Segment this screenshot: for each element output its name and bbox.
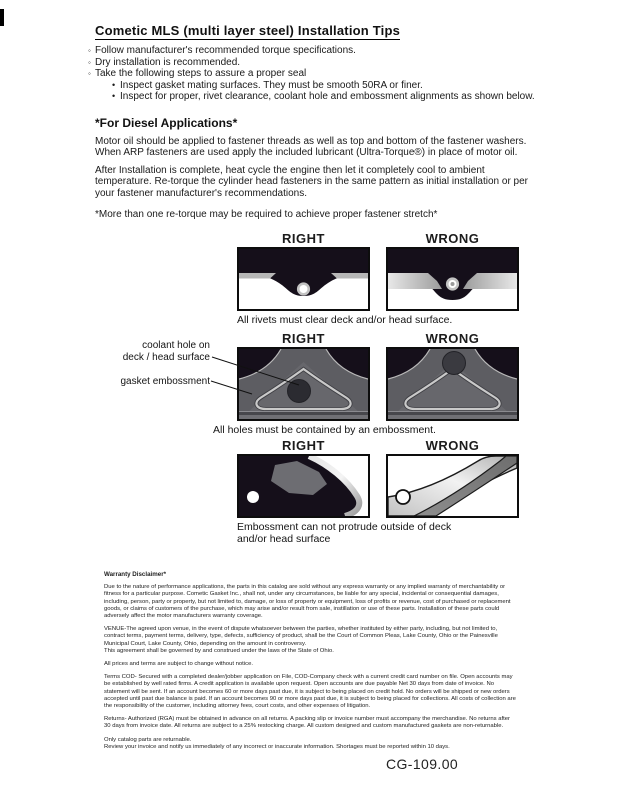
right-label: RIGHT <box>282 438 325 453</box>
dot-bullet-icon: • <box>112 79 116 90</box>
diesel-paragraph: After Installation is complete, heat cycle the engine then let it completely cool to ambient temperature. Re-torque the cylinder head fasteners in the same pattern as initial installation or per your fastener manufacturer's recommendations. <box>95 164 529 199</box>
right-label: RIGHT <box>282 231 325 246</box>
diagram-labels <box>237 438 519 453</box>
diagram-caption: All rivets must clear deck and/or head surface. <box>237 314 453 326</box>
callout-labels <box>60 340 210 388</box>
wrong-label: WRONG <box>425 231 480 246</box>
rivet-right-diagram <box>237 247 370 311</box>
list-item <box>88 68 540 80</box>
list-item <box>88 45 540 57</box>
legal-paragraph: Due to the nature of performance applications, the parts in this catalog are sold without any express warranty or any implied warranty of merchantability or fitness for a particular purpose. Cometic Gasket Inc., shall not, under any circumstances, be liable for any special, incidental or consequential damages, including, person, party or property, but not limited to, damage, or loss of property or equipment, loss of profits or revenue, cost of purchased or replacement goods, or claims of customers of the purchase, which may arise and/or result from sale, instillation or use of these parts. Installation of these parts could adversely affect the motor manufacturers warranty coverage. <box>104 584 511 620</box>
diagram-row-protrusion <box>237 438 519 545</box>
wrong-label: WRONG <box>425 331 480 346</box>
diagram-boxes <box>237 347 519 421</box>
caption-line: and/or head surface <box>237 533 331 545</box>
legal-paragraph: Only catalog parts are returnable. <box>104 736 192 743</box>
legal-paragraph: All prices and terms are subject to change without notice. <box>104 661 253 668</box>
diagram-caption: All holes must be contained by an embossment. <box>213 424 436 436</box>
diagram-row-holes <box>213 331 519 436</box>
legal-paragraph: Terms COD- Secured with a completed dealer/jobber application on File, COD-Company check with a current credit card number on file. Open accounts may be established by well rated firms. A credit application is available upon request. Open accounts are due payable Net 30 days from date of invoice. No statement will be sent. If an account becomes 60 or more days past due, it is subject to being placed on credit hold. No orders will be shipped or new orders accepted until past due balance is paid. If an account becomes 90 or more days past due, it is subject to being placed for collections. All costs of collection are the responsibility of the customer, including attorney fees, court costs, and other expenses of litigation. <box>104 674 516 710</box>
diagram-caption <box>237 521 519 545</box>
page-title: Cometic MLS (multi layer steel) Installation Tips <box>95 23 401 38</box>
dot-bullet-icon: • <box>112 91 116 101</box>
circle-bullet-icon: ◦ <box>88 69 91 78</box>
diagram-row-rivets <box>237 231 519 326</box>
diagram-labels <box>237 331 519 346</box>
tip-text: Take the following steps to assure a proper seal <box>95 68 307 79</box>
list-item <box>88 80 540 92</box>
wrong-label: WRONG <box>425 438 480 453</box>
coolant-hole-label: deck / head surface <box>122 351 210 363</box>
list-item <box>88 57 540 69</box>
tip-text: Follow manufacturer's recommended torque specifications. <box>95 45 356 56</box>
page-number: CG-109.00 <box>386 756 459 772</box>
main-content <box>88 22 540 221</box>
diagram-labels <box>237 231 519 246</box>
coolant-hole-label: coolant hole on <box>142 340 210 351</box>
right-label: RIGHT <box>282 331 325 346</box>
retorque-note: *More than one re-torque may be required to achieve proper fastener stretch* <box>95 209 438 220</box>
diagram-boxes <box>237 454 519 518</box>
diesel-heading: *For Diesel Applications* <box>95 115 238 130</box>
legal-paragraph: This agreement shall be governed by and construed under the laws of the State of Ohio. <box>104 647 334 654</box>
tips-list <box>88 45 540 103</box>
embossment-right-diagram <box>237 347 370 421</box>
warranty-disclaimer <box>104 571 518 757</box>
caption-line: Embossment can not protrude outside of deck <box>237 521 452 533</box>
gasket-embossment-label: gasket embossment <box>120 376 210 387</box>
embossment-wrong-diagram <box>386 347 519 421</box>
legal-paragraph: Returns- Authorized (RGA) must be obtained in advance on all returns. A packing slip or invoice number must accompany the merchandise. No returns after 30 days from invoice date. All returns are subject to a 25% restocking charge. All custom designed and custom manufactured gaskets are non-returnable. <box>104 716 511 730</box>
diesel-paragraph: Motor oil should be applied to fastener threads as well as top and bottom of the fastener washers. When ARP fasteners are used apply the included lubricant (Ultra-Torque®) in place of motor oil. <box>95 135 527 158</box>
legal-paragraph: VENUE-The agreed upon venue, in the event of dispute whatsoever between the parties, whether instituted by either party, including, but not limited to, contract terms, payment terms, delivery, type, defects, sufficiency of product, shall be the Court of Common Pleas, Lake County, Ohio or the Painesville Municipal Court, Lake County, Ohio, depending on the amount in controversy. <box>104 626 498 647</box>
circle-bullet-icon: ◦ <box>88 46 91 55</box>
circle-bullet-icon: ◦ <box>88 57 91 67</box>
protrusion-right-diagram <box>237 454 370 518</box>
diagram-boxes <box>237 247 519 311</box>
print-crop-mark <box>0 9 4 26</box>
legal-paragraph: Review your invoice and notify us immediately of any incorrect or inaccurate information. Shortages must be reported within 10 days. <box>104 743 450 750</box>
warranty-heading: Warranty Disclaimer* <box>104 571 167 578</box>
tip-text: Dry installation is recommended. <box>95 56 241 68</box>
rivet-wrong-diagram <box>386 247 519 311</box>
list-item <box>88 91 540 103</box>
protrusion-wrong-diagram <box>386 454 519 518</box>
tip-text: Inspect gasket mating surfaces. They must be smooth 50RA or finer. <box>120 79 423 91</box>
tip-text: Inspect for proper, rivet clearance, coolant hole and embossment alignments as shown below. <box>120 91 535 102</box>
